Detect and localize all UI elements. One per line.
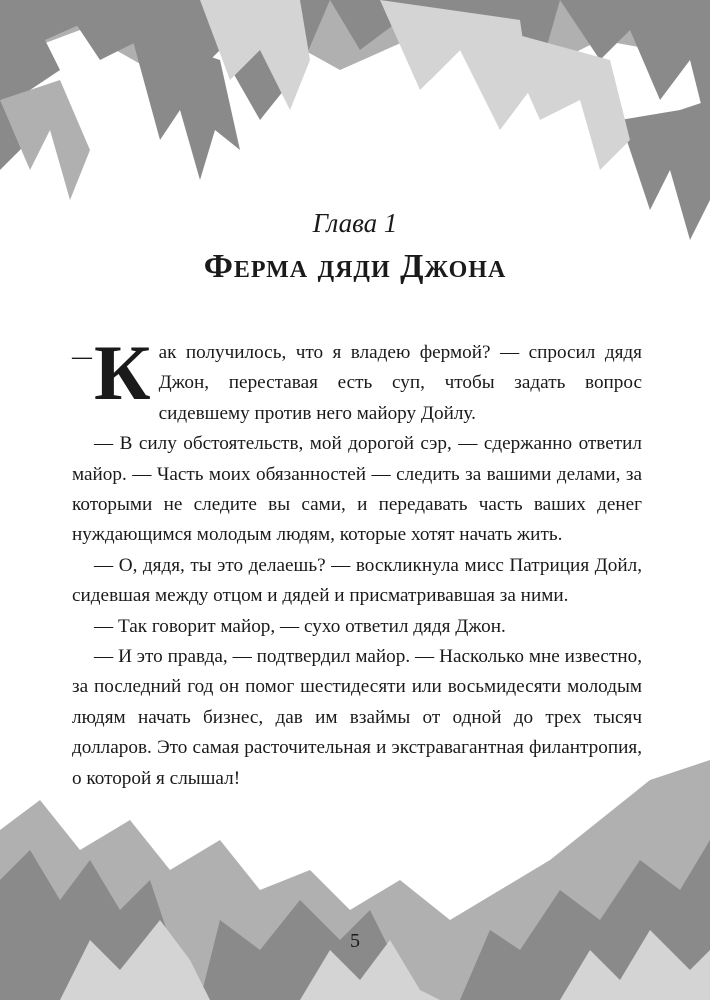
drop-cap — [72, 329, 151, 416]
chapter-title: Ферма дяди Джона — [203, 248, 507, 285]
chapter-label: Глава 1 — [312, 208, 398, 238]
fir-branches-icon — [0, 760, 710, 1000]
paragraph-text: ак получилось, что я владею фермой? — спросил дядя Джон, переставая есть суп, чтобы задать вопрос сидевшему против него майору Дойлу. — [158, 342, 642, 424]
page-number: 5 — [350, 930, 360, 952]
paragraph: — Так говорит майор, — сухо ответил дядя Джон. — [94, 615, 506, 637]
fir-branches-icon — [0, 0, 710, 240]
paragraph: — И это правда, — подтвердил майор. — Насколько мне известно, за последний год он помог шестидесяти или восьмидесяти молодым людям начать бизнес, дав им взаймы от одной до трех тысяч долларов. Это самая расточительная и экстравагантная филантропия, о которой я слышал! — [72, 646, 642, 789]
paragraph: — О, дядя, ты это делаешь? — воскликнула мисс Патриция Дойл, сидевшая между отцом и дядей и присматривавшая за ними. — [72, 554, 642, 607]
drop-cap-dash: — — [72, 346, 92, 368]
paragraph: — В силу обстоятельств, мой дорогой сэр, — сдержанно ответил майор. — Часть моих обязанностей — следить за вашими делами, за которыми не следите вы сами, и передавать часть ваших денег нуждающимся молодым людям, которые хотят начать жить. — [72, 433, 642, 546]
paragraph — [72, 329, 642, 429]
body-text — [72, 329, 642, 794]
drop-cap-letter: К — [94, 329, 151, 416]
